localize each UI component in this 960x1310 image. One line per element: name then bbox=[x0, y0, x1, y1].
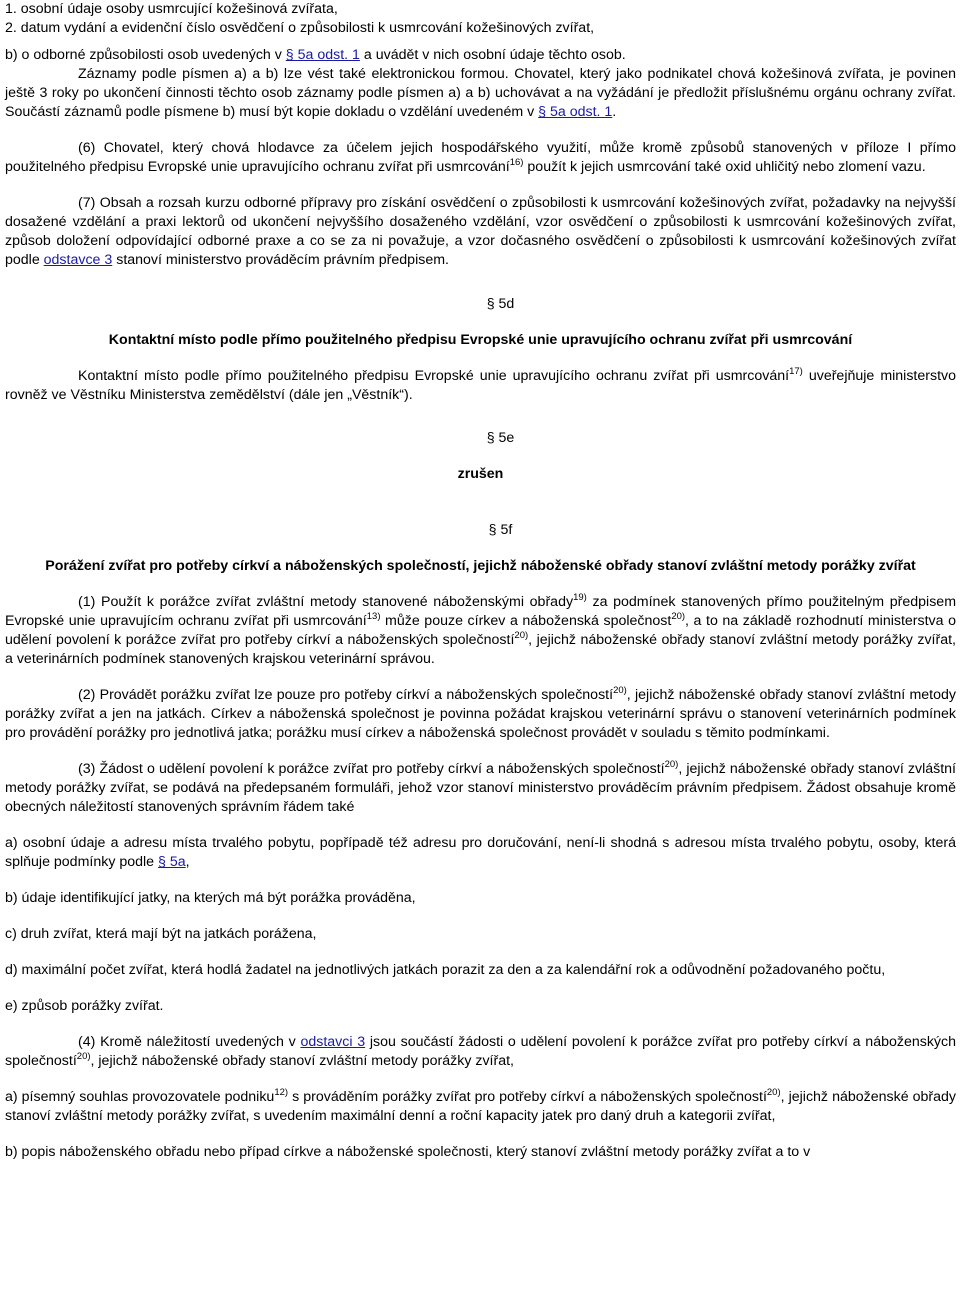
paragraph-b-odborne bbox=[5, 46, 956, 65]
paragraph-7 bbox=[5, 194, 956, 270]
text: Záznamy podle písmen a) a b) lze vést také elektronickou formou. Chovatel, který jako podnikatel chová kožešinová zvířata, je povinen ještě 3 roky po ukončení činnosti těchto osob záznamy podle písmen a) a b) uchovávat a na vyžádání je předložit příslušnému orgánu ochrany zvířat. Součástí záznamů podle písmene b) musí být kopie dokladu o vzdělání uvedeném v bbox=[5, 66, 956, 120]
footnote-ref: 20) bbox=[671, 611, 686, 622]
link-odstavci-3[interactable]: odstavci 3 bbox=[300, 1034, 366, 1050]
text: (7) Obsah a rozsah kurzu odborné přípravy pro získání osvědčení o způsobilosti k usmrcování kožešinových zvířat, požadavky na nejvyšší dosažené vzdělání a praxi lektorů od ukončení nejvyššího dosaženého vzdělání, vzor osvědčení o způsobilosti k usmrcování kožešinových zvířat, způsob doložení odpovídající odborné praxe a co se za ni považuje, a vzor dočasného osvědčení o způsobilosti k usmrcování kožešinových zvířat podle bbox=[5, 195, 956, 268]
paragraph-5f-1 bbox=[5, 593, 956, 669]
text: , jejichž náboženské obřady stanoví zvláštní metody porážky zvířat, se podává na předepsaném formuláři, jehož vzor stanoví ministerstvo prováděcím právním předpisem. Žádost obsahuje kromě obecných náležitostí stanovených správním řádem také bbox=[5, 761, 956, 815]
list-item-4a bbox=[5, 1088, 956, 1126]
text: stanoví ministerstvo prováděcím právním předpisem. bbox=[112, 252, 449, 268]
section-number-5d: § 5d bbox=[486, 296, 515, 312]
text: Kontaktní místo podle přímo použitelného předpisu Evropské unie upravujícího ochranu zvířat při usmrcování bbox=[78, 368, 790, 384]
text: za podmínek stanovených přímo použitelným předpisem Evropské unie upravujícím ochranu zvířat při usmrcování bbox=[5, 594, 957, 629]
paragraph-zaznamy bbox=[5, 65, 956, 122]
footnote-ref: 16) bbox=[509, 157, 524, 168]
text: (2) Provádět porážku zvířat lze pouze pro potřeby církví a náboženských společností bbox=[78, 687, 614, 703]
text: (1) Použít k porážce zvířat zvláštní metody stanovené náboženskými obřady bbox=[78, 594, 574, 610]
paragraph-5f-2 bbox=[5, 686, 956, 743]
footnote-ref: 19) bbox=[573, 592, 587, 603]
footnote-ref: 12) bbox=[274, 1087, 289, 1098]
text: s prováděním porážky zvířat pro potřeby církví a náboženských společností bbox=[288, 1089, 767, 1105]
list-item-4b: b) popis náboženského obřadu nebo případ církve a náboženské společnosti, který stanoví zvláštní metody porážky zvířat a to v bbox=[5, 1144, 811, 1160]
list-item-e: e) způsob porážky zvířat. bbox=[5, 998, 164, 1014]
text: , a to na základě rozhodnutí ministerstva o udělení povolení k porážce zvířat pro potřeby církví a náboženských společností bbox=[5, 613, 956, 648]
list-item-d: d) maximální počet zvířat, která hodlá žadatel na jednotlivých jatkách porazit za den a za kalendářní rok a odůvodnění požadovaného počtu, bbox=[5, 962, 886, 978]
footnote-ref: 20) bbox=[613, 685, 627, 696]
document bbox=[5, 0, 956, 1162]
text: , jejichž náboženské obřady stanoví zvláštní metody porážky zvířat a jen na jatkách. Církev a náboženská společnost je povinna požádat krajskou veterinární správu o stanovení veterinárních podmínek pro provádění porážky pro jednotlivá jatka; porážku musí církev a náboženská společnost provádět v souladu s těmito podmínkami. bbox=[5, 687, 957, 741]
text: jsou součástí žádosti o udělení povolení k porážce zvířat pro potřeby církví a náboženských společností bbox=[5, 1034, 956, 1069]
paragraph-6 bbox=[5, 139, 956, 177]
text: , jejichž náboženské obřady stanoví zvláštní metody porážky zvířat, bbox=[90, 1053, 514, 1069]
text: použít k jejich usmrcování také oxid uhličitý nebo zlomení vazu. bbox=[523, 159, 926, 175]
section-title-5f: Porážení zvířat pro potřeby církví a náboženských společností, jejichž náboženské obřady stanoví zvláštní metody porážky zvířat bbox=[45, 558, 916, 574]
text: a uvádět v nich osobní údaje těchto osob. bbox=[359, 47, 626, 63]
text: , bbox=[185, 854, 190, 870]
section-title-5d: Kontaktní místo podle přímo použitelného předpisu Evropské unie upravujícího ochranu zvířat při usmrcování bbox=[108, 332, 853, 348]
text: , jejichž náboženské obřady stanoví zvláštní metody porážky zvířat, a veterinárních podmínek stanovených krajskou veterinární správou. bbox=[5, 632, 957, 667]
paragraph-5d bbox=[5, 367, 956, 405]
paragraph-5f-4 bbox=[5, 1033, 956, 1071]
footnote-ref: 17) bbox=[789, 366, 803, 377]
text: může pouze církev a náboženská společnost bbox=[380, 613, 672, 629]
text: b) o odborné způsobilosti osob uvedených v bbox=[5, 47, 286, 63]
list-item-b: b) údaje identifikující jatky, na kterých má být porážka prováděna, bbox=[5, 890, 416, 906]
text: , jejichž náboženské obřady stanoví zvláštní metody porážky zvířat, s uvedením maximální denní a roční kapacity jatek pro daný druh a kategorii zvířat, bbox=[5, 1089, 956, 1124]
footnote-ref: 20) bbox=[766, 1087, 781, 1098]
footnote-ref: 20) bbox=[664, 759, 679, 770]
list-item-2: 2. datum vydání a evidenční číslo osvědčení o způsobilosti k usmrcování kožešinových zvířat, bbox=[5, 20, 595, 36]
text: (3) Žádost o udělení povolení k porážce zvířat pro potřeby církví a náboženských společností bbox=[78, 761, 665, 777]
footnote-ref: 20) bbox=[514, 630, 529, 641]
text: (4) Kromě náležitostí uvedených v bbox=[78, 1034, 301, 1050]
list-item-1: 1. osobní údaje osoby usmrcující kožešinová zvířata, bbox=[5, 1, 338, 17]
link-odstavce-3[interactable]: odstavce 3 bbox=[43, 252, 113, 268]
footnote-ref: 20) bbox=[76, 1051, 91, 1062]
section-status-5e: zrušen bbox=[457, 466, 504, 482]
list-item-c: c) druh zvířat, která mají být na jatkách porážena, bbox=[5, 926, 317, 942]
link-5a[interactable]: § 5a bbox=[158, 854, 186, 870]
paragraph-5f-3 bbox=[5, 760, 956, 817]
section-number-5f: § 5f bbox=[488, 522, 513, 538]
link-5a-odst-1[interactable]: § 5a odst. 1 bbox=[285, 47, 360, 63]
link-5a-odst-1-second[interactable]: § 5a odst. 1 bbox=[538, 104, 613, 120]
text: (6) Chovatel, který chová hlodavce za účelem jejich hospodářského využití, může kromě způsobů stanovených v příloze I přímo použitelného předpisu Evropské unie upravujícího ochranu zvířat při usmrcování bbox=[5, 140, 956, 175]
text: a) osobní údaje a adresu místa trvalého pobytu, popřípadě též adresu pro doručování, není-li shodná s adresou místa trvalého pobytu, osoby, která splňuje podmínky podle bbox=[5, 835, 956, 870]
section-number-5e: § 5e bbox=[486, 430, 515, 446]
list-item-a bbox=[5, 834, 956, 872]
text: . bbox=[612, 104, 617, 120]
footnote-ref: 13) bbox=[366, 611, 381, 622]
text: uveřejňuje ministerstvo rovněž ve Věstníku Ministerstva zemědělství (dále jen „Věstník“). bbox=[5, 368, 957, 403]
text: a) písemný souhlas provozovatele podniku bbox=[5, 1089, 275, 1105]
